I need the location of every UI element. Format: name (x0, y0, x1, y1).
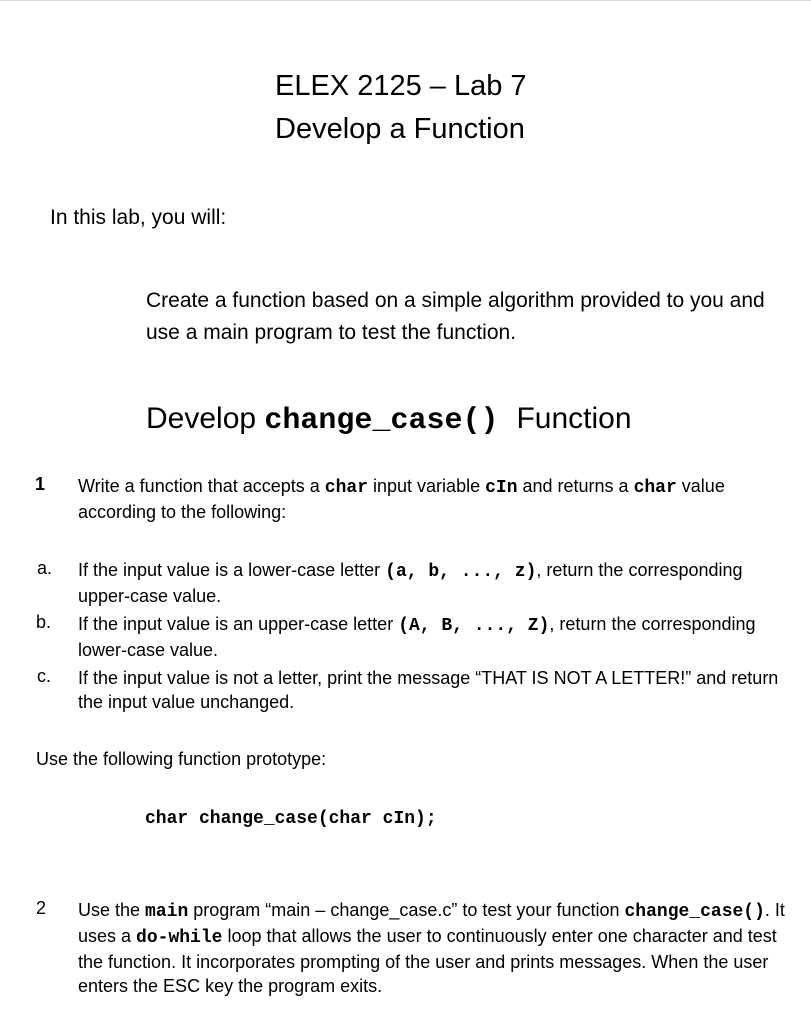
step-2-text (78, 898, 793, 998)
code-run: main (145, 902, 189, 922)
list-item-label: a. (37, 558, 53, 578)
document-subtitle: Develop a Function (275, 113, 525, 145)
step-1-text (78, 474, 793, 524)
text-run: input variable (368, 476, 486, 496)
text-run: Use the (78, 900, 146, 920)
text-run: If the input value is not a letter, print the message “THAT IS NOT A LETTER!” and return the input value unchanged. (78, 668, 779, 712)
prototype-label: Use the following function prototype: (36, 749, 327, 769)
text-run: Write a function that accepts a (78, 476, 325, 496)
text-run: program “main – change_case.c” to test your function (188, 900, 625, 920)
intro-text: In this lab, you will: (50, 206, 227, 229)
page-top-border (0, 0, 811, 1)
text-run: value according to the following: (78, 476, 725, 522)
text-run: . It uses a (78, 900, 785, 946)
text-run: If the input value is an upper-case letter (78, 614, 399, 634)
function-prototype: char change_case(char cIn); (145, 809, 437, 829)
step-number: 2 (36, 898, 47, 918)
text-run: If the input value is a lower-case letter (78, 560, 386, 580)
list-item-label: c. (37, 666, 52, 686)
code-run: (A, B, ..., Z) (398, 616, 550, 636)
section-heading (146, 402, 632, 438)
text-run: , return the corresponding upper-case value. (78, 560, 743, 606)
step-number: 1 (35, 474, 46, 494)
code-run: (a, b, ..., z) (385, 562, 537, 582)
section-heading-suffix: Function (516, 402, 632, 435)
list-item (78, 666, 793, 714)
code-run: change_case() (624, 902, 765, 922)
code-run: char (324, 478, 369, 498)
lab-goal: Create a function based on a simple algorithm provided to you and use a main program to test the function. (146, 289, 765, 344)
text-run: and returns a (517, 476, 634, 496)
list-item (78, 612, 793, 662)
code-run: cIn (485, 478, 518, 498)
section-heading-prefix: Develop (146, 402, 257, 435)
list-item (78, 558, 793, 608)
code-run: do-while (136, 928, 223, 948)
code-run: char (633, 478, 677, 498)
document-title: ELEX 2125 – Lab 7 (275, 70, 527, 102)
section-heading-function: change_case() (264, 404, 499, 438)
text-run: loop that allows the user to continuously enter one character and test the function. It incorporates prompting of the user and prints messages. When the user enters the ESC key the program exits. (78, 926, 777, 996)
list-item-label: b. (36, 612, 52, 632)
text-run: , return the corresponding lower-case value. (78, 614, 756, 660)
